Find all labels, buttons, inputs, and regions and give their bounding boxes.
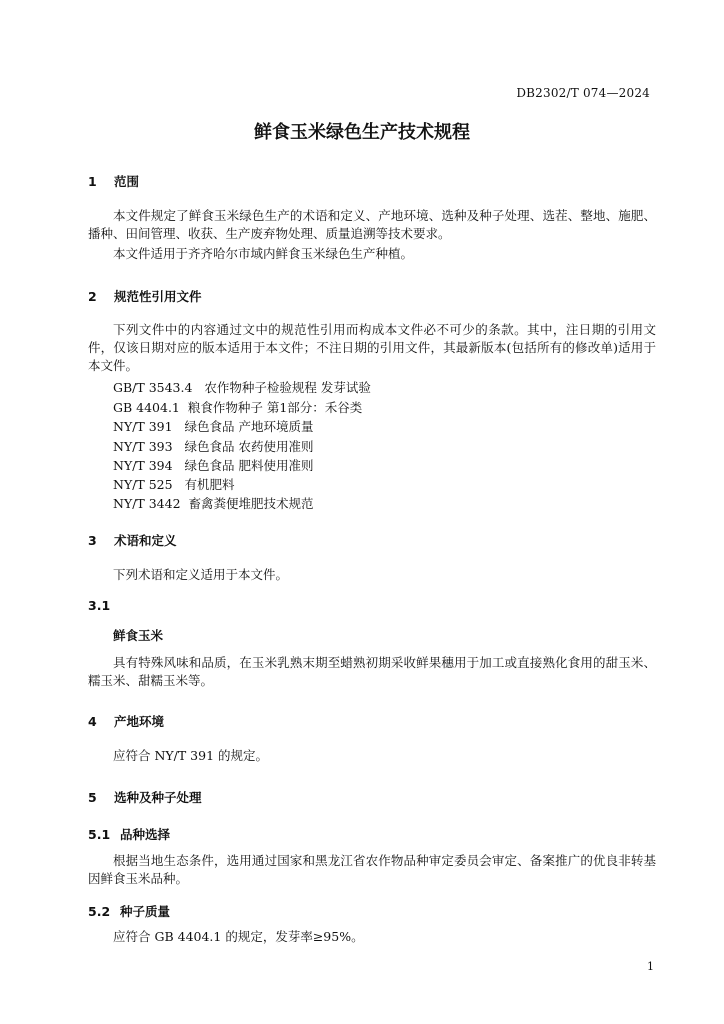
reference-row xyxy=(113,475,235,493)
subsection-5-2-paragraph: 应符合 GB 4404.1 的规定，发芽率≥95%。 xyxy=(113,929,364,944)
page-number: 1 xyxy=(647,960,654,973)
section-number: 5 xyxy=(88,790,97,805)
term-name: 鲜食玉米 xyxy=(113,628,164,643)
term-definition: 具有特殊风味和品质，在玉米乳熟末期至蜡熟初期采收鲜果穗用于加工或直接熟化食用的甜玉米、糯玉米、甜糯玉米等。 xyxy=(88,655,656,688)
section-4-paragraph-1: 应符合 NY/T 391 的规定。 xyxy=(113,748,269,763)
section-1-heading xyxy=(88,172,139,190)
subsection-5-1-paragraph: 根据当地生态条件，选用通过国家和黑龙江省农作物品种审定委员会审定、备案推广的优良非转基因鲜食玉米品种。 xyxy=(88,853,656,886)
subsection-5-1-heading xyxy=(88,825,170,843)
subsection-title: 品种选择 xyxy=(120,827,171,842)
section-title: 选种及种子处理 xyxy=(114,790,202,805)
section-title: 范围 xyxy=(114,174,140,189)
section-title: 术语和定义 xyxy=(114,533,177,548)
section-2-heading xyxy=(88,287,202,305)
section-1-paragraph-1: 本文件规定了鲜食玉米绿色生产的术语和定义、产地环境、选种及种子处理、选茬、整地、施肥、播种、田间管理、收获、生产废弃物处理、质量追溯等技术要求。 xyxy=(88,208,656,241)
reference-code: NY/T 391 xyxy=(113,419,173,434)
section-number: 3 xyxy=(88,533,97,548)
reference-row xyxy=(113,417,313,435)
subsection-number: 5.1 xyxy=(88,827,111,842)
section-3-paragraph-1: 下列术语和定义适用于本文件。 xyxy=(113,567,289,582)
reference-row xyxy=(113,456,313,474)
reference-code: NY/T 3442 xyxy=(113,496,181,511)
reference-row xyxy=(113,437,313,455)
section-number: 4 xyxy=(88,714,97,729)
section-2-paragraph-1: 下列文件中的内容通过文中的规范性引用而构成本文件必不可少的条款。其中，注日期的引用文件，仅该日期对应的版本适用于本文件；不注日期的引用文件，其最新版本(包括所有的修改单)适用于本文件。 xyxy=(88,322,656,373)
section-title: 产地环境 xyxy=(114,714,165,729)
section-title: 规范性引用文件 xyxy=(114,289,202,304)
reference-code: NY/T 393 xyxy=(113,439,173,454)
reference-name: 绿色食品 肥料使用准则 xyxy=(184,458,314,473)
reference-code: GB 4404.1 xyxy=(113,400,180,415)
reference-name: 绿色食品 产地环境质量 xyxy=(184,419,314,434)
reference-name: 畜禽粪便堆肥技术规范 xyxy=(188,496,314,511)
reference-row xyxy=(113,398,362,416)
document-title: 鲜食玉米绿色生产技术规程 xyxy=(254,122,470,143)
reference-name: 粮食作物种子 第1部分：禾谷类 xyxy=(187,400,363,415)
section-number: 2 xyxy=(88,289,97,304)
reference-row xyxy=(113,378,371,396)
subsection-5-2-heading xyxy=(88,902,170,920)
section-number: 1 xyxy=(88,174,97,189)
term-number: 3.1 xyxy=(88,598,111,613)
section-3-heading xyxy=(88,531,177,549)
reference-code: NY/T 394 xyxy=(113,458,173,473)
section-5-heading xyxy=(88,788,202,806)
reference-row xyxy=(113,494,314,512)
section-1-paragraph-2: 本文件适用于齐齐哈尔市域内鲜食玉米绿色生产种植。 xyxy=(113,246,414,261)
document-code: DB2302/T 074—2024 xyxy=(516,86,650,100)
subsection-number: 5.2 xyxy=(88,904,111,919)
reference-code: GB/T 3543.4 xyxy=(113,380,193,395)
reference-name: 有机肥料 xyxy=(184,477,235,492)
section-4-heading xyxy=(88,712,164,730)
reference-code: NY/T 525 xyxy=(113,477,173,492)
subsection-title: 种子质量 xyxy=(120,904,171,919)
reference-name: 绿色食品 农药使用准则 xyxy=(184,439,314,454)
reference-name: 农作物种子检验规程 发芽试验 xyxy=(204,380,371,395)
